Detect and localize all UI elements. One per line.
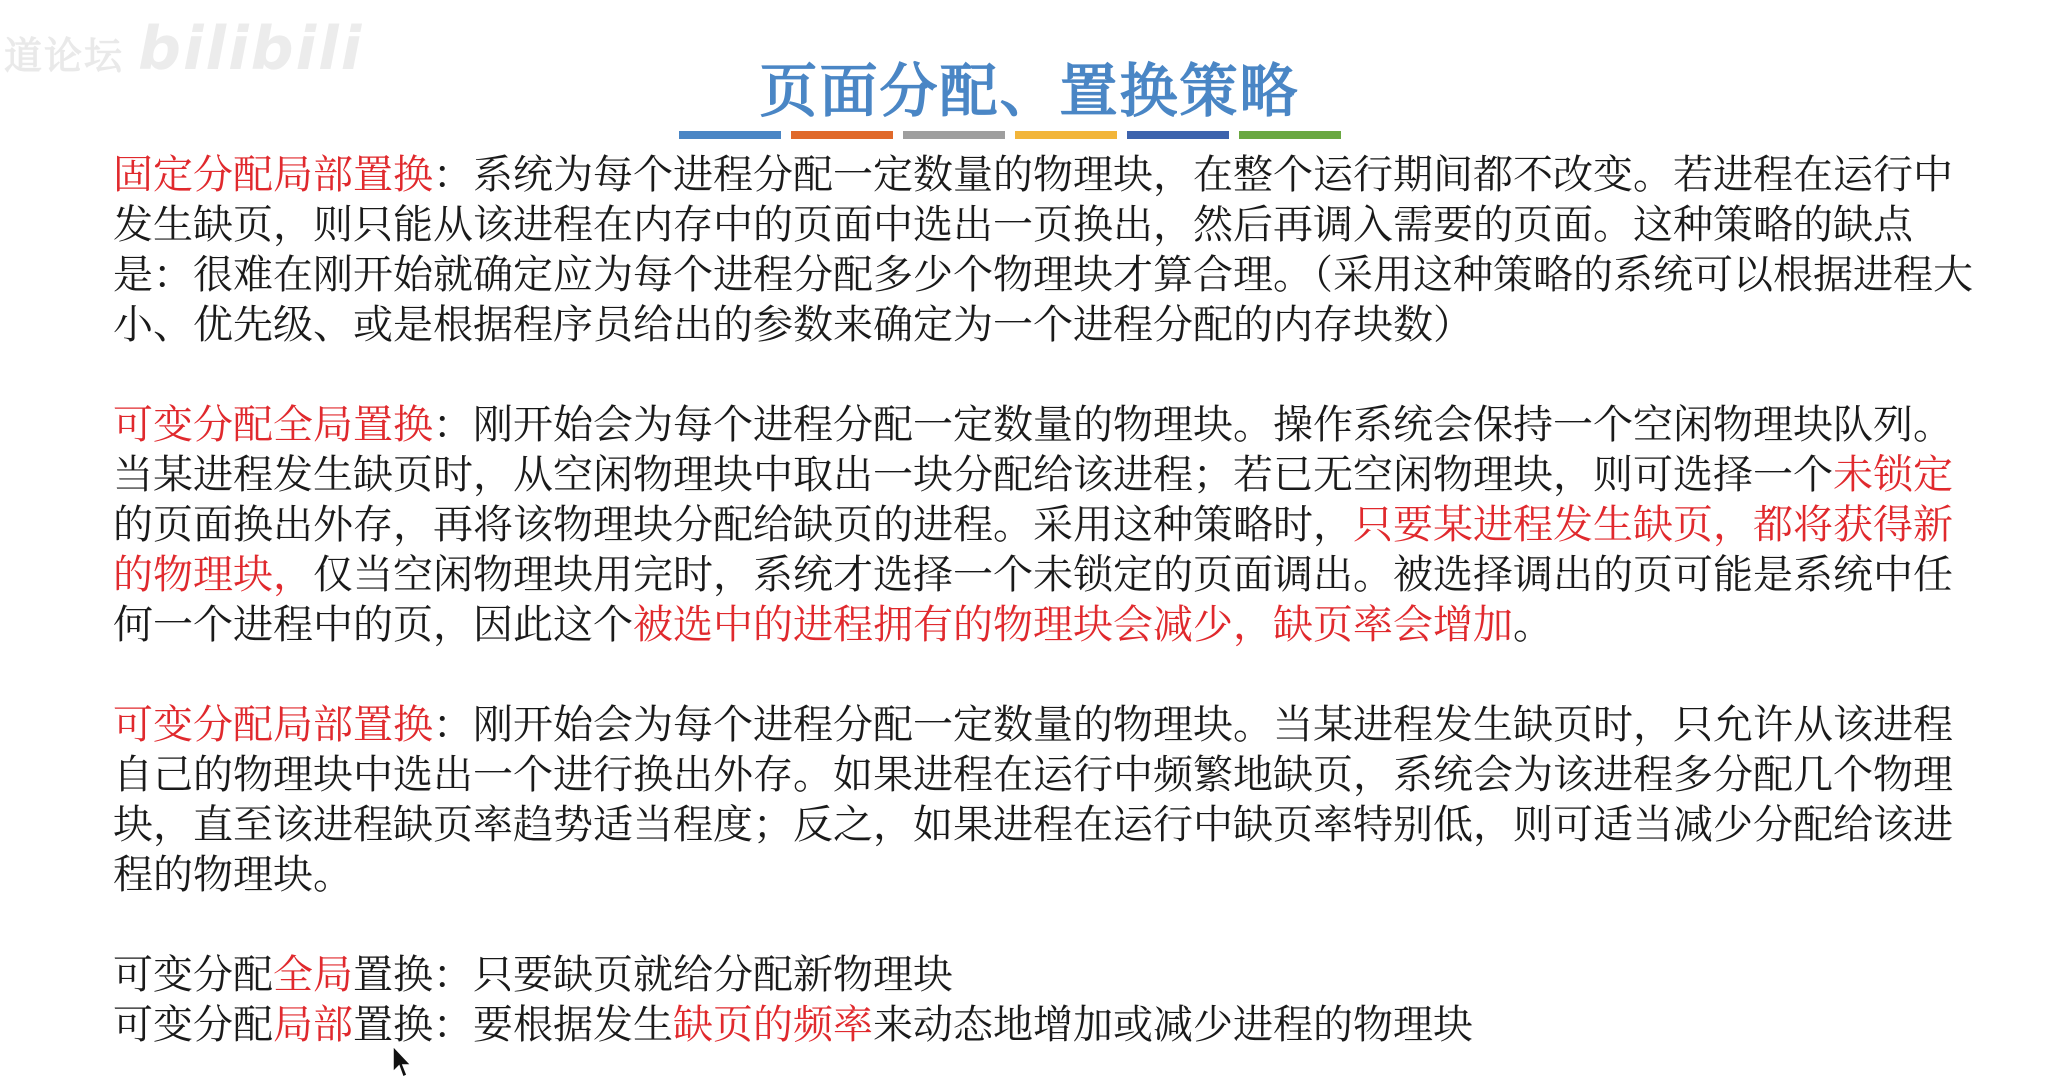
spacer bbox=[113, 650, 1973, 700]
page-title: 页面分配、置换策略 bbox=[759, 57, 1300, 125]
paragraph-text: ：刚开始会为每个进程分配一定数量的物理块。当某进程发生缺页时，只允许从该进程自己的物理块中选出一个进行换出外存。如果进程在运行中频繁地缺页，系统会为该进程多分配几个物理块，直至该进程缺页率趋势适当程度；反之，如果进程在运行中缺页率特别低，则可适当减少分配给该进程的物理块。 bbox=[113, 702, 1953, 898]
watermark-text: 道论坛 bbox=[4, 34, 125, 78]
bilibili-logo: bilibili bbox=[138, 14, 364, 84]
summary-text: 来动态地增加或减少进程的物理块 bbox=[873, 1002, 1473, 1048]
summary-text: 可变分配 bbox=[113, 952, 273, 998]
summary-highlight: 全局 bbox=[273, 952, 353, 998]
spacer bbox=[113, 900, 1973, 950]
term-variable-global: 可变分配全局置换 bbox=[113, 402, 433, 448]
paragraph-variable-local bbox=[113, 700, 1973, 900]
paragraph-text: ：系统为每个进程分配一定数量的物理块，在整个运行期间都不改变。若进程在运行中发生缺页，则只能从该进程在内存中的页面中选出一页换出，然后再调入需要的页面。这种策略的缺点是：很难在刚开始就确定应为每个进程分配多少个物理块才算合理。（采用这种策略的系统可以根据进程大小、优先级、或是根据程序员给出的参数来确定为一个进程分配的内存块数） bbox=[113, 152, 1973, 348]
paragraph-text: ：刚开始会为每个进程分配一定数量的物理块。操作系统会保持一个空闲物理块队列。当某进程发生缺页时，从空闲物理块中取出一块分配给该进程；若已无空闲物理块，则可选择一个 bbox=[113, 402, 1953, 498]
color-bar-segment bbox=[903, 131, 1005, 139]
term-fixed-local: 固定分配局部置换 bbox=[113, 152, 433, 198]
paragraph-fixed-local bbox=[113, 150, 1973, 350]
summary-line-local bbox=[113, 1000, 1973, 1050]
paragraph-text: 仅当空闲物理块用完时，系统才选择一个未锁定的页面调出。被选择调出的页可能是系统中任何一个进程中的页，因此这个 bbox=[113, 552, 1953, 648]
color-bar-segment bbox=[679, 131, 781, 139]
slide-content bbox=[113, 150, 1973, 1050]
decorative-color-bar bbox=[679, 131, 1341, 139]
summary-text: 置换：要根据发生 bbox=[353, 1002, 673, 1048]
summary-highlight: 局部 bbox=[273, 1002, 353, 1048]
color-bar-segment bbox=[1239, 131, 1341, 139]
color-bar-segment bbox=[1127, 131, 1229, 139]
spacer bbox=[113, 350, 1973, 400]
summary-line-global bbox=[113, 950, 1973, 1000]
paragraph-text: 。 bbox=[1513, 602, 1553, 648]
highlight-new-block: 只要某进程发生缺页，都将获得新的物理块， bbox=[113, 502, 1953, 598]
paragraph-variable-global bbox=[113, 400, 1973, 650]
color-bar-segment bbox=[791, 131, 893, 139]
highlight-fault-rate: 被选中的进程拥有的物理块会减少，缺页率会增加 bbox=[633, 602, 1513, 648]
paragraph-text: 的页面换出外存，再将该物理块分配给缺页的进程。采用这种策略时， bbox=[113, 502, 1353, 548]
summary-text: 可变分配 bbox=[113, 1002, 273, 1048]
summary-text: 置换：只要缺页就给分配新物理块 bbox=[353, 952, 953, 998]
term-variable-local: 可变分配局部置换 bbox=[113, 702, 433, 748]
summary-highlight-frequency: 缺页的频率 bbox=[673, 1002, 873, 1048]
color-bar-segment bbox=[1015, 131, 1117, 139]
mouse-cursor-icon bbox=[392, 1045, 414, 1079]
highlight-unlocked: 未锁定 bbox=[1833, 452, 1953, 498]
